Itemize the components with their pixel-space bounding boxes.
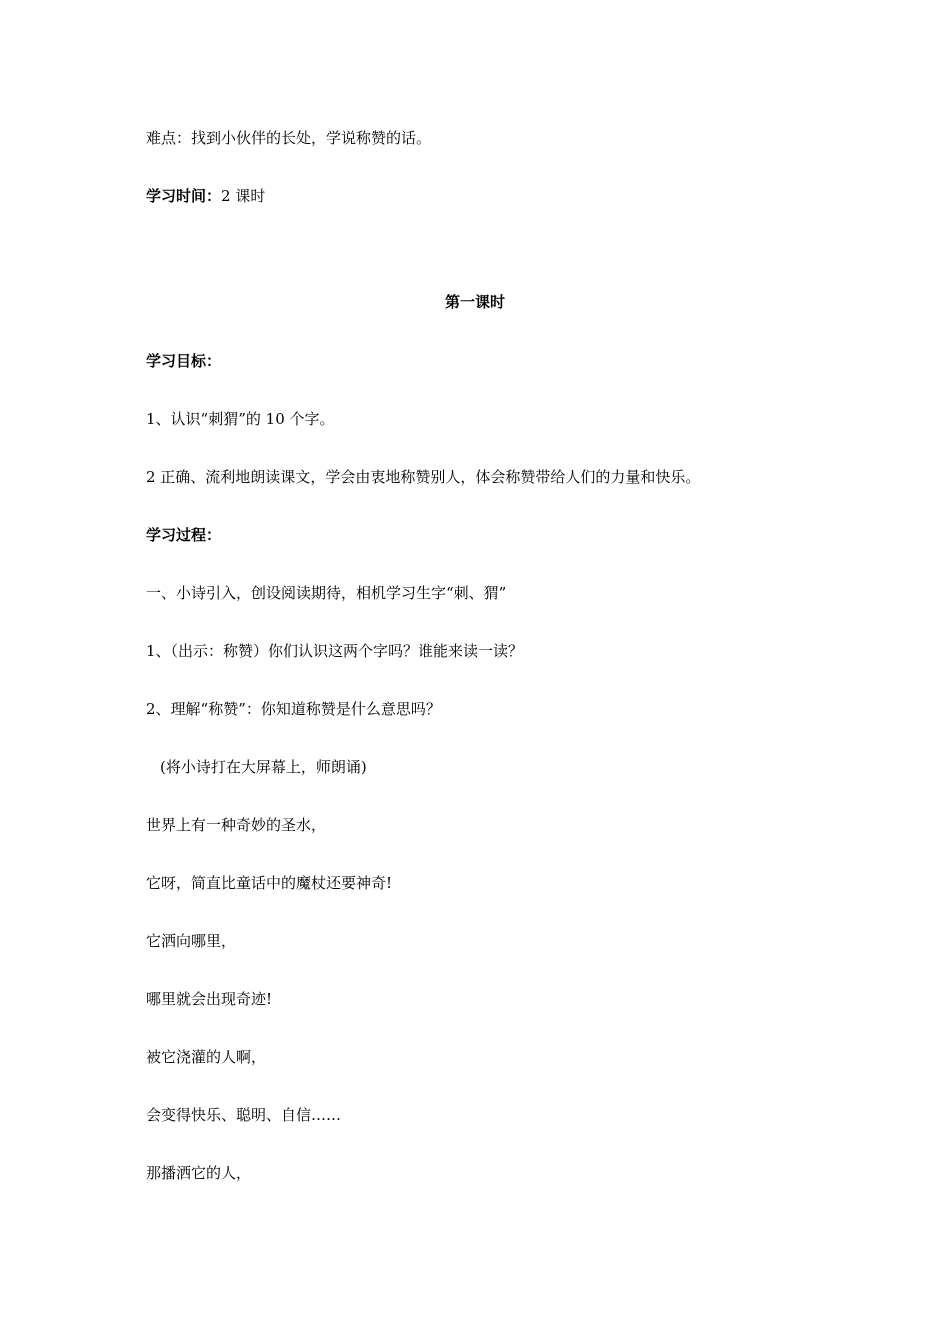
poem-line-3: 它洒向哪里， — [146, 932, 237, 950]
difficulty-line: 难点：找到小伙伴的长处，学说称赞的话。 — [146, 129, 432, 147]
objective-item-2: 2 正确、流利地朗读课文，学会由衷地称赞别人，体会称赞带给人们的力量和快乐。 — [146, 468, 701, 486]
process-heading: 学习过程： — [146, 526, 222, 544]
study-time-value: 2 课时 — [221, 187, 266, 205]
lesson-heading: 第一课时 — [444, 293, 505, 311]
process-step-1: 1、（出示：称赞）你们认识这两个字吗？谁能来读一读？ — [146, 642, 524, 660]
process-note: (将小诗打在大屏幕上，师朗诵) — [160, 758, 367, 776]
poem-line-5: 被它浇灌的人啊， — [146, 1048, 267, 1066]
poem-line-7: 那播洒它的人， — [146, 1164, 252, 1182]
study-time-label: 学习时间： — [146, 187, 222, 205]
objectives-heading: 学习目标： — [146, 352, 222, 370]
objective-item-1: 1、认识“刺猬”的 10 个字。 — [146, 410, 335, 428]
process-step-2: 2、理解“称赞”：你知道称赞是什么意思吗？ — [146, 700, 441, 718]
poem-line-2: 它呀，简直比童话中的魔杖还要神奇! — [146, 874, 393, 892]
poem-line-6: 会变得快乐、聪明、自信…… — [146, 1106, 342, 1124]
poem-line-1: 世界上有一种奇妙的圣水， — [146, 816, 327, 834]
poem-line-4: 哪里就会出现奇迹! — [146, 990, 273, 1008]
study-time-line — [146, 186, 265, 206]
process-section-one: 一、小诗引入，创设阅读期待，相机学习生字“刺、猬” — [146, 584, 507, 602]
